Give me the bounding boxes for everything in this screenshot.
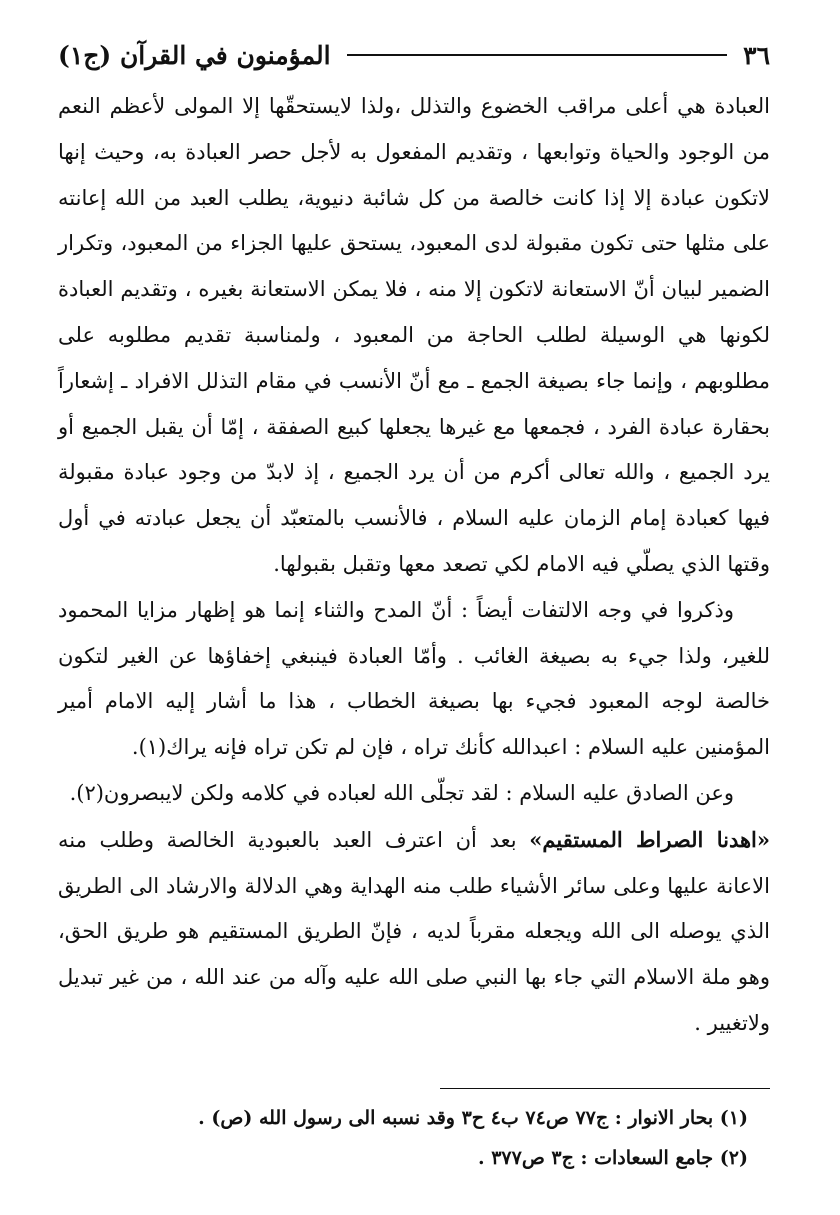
footnote-rule — [440, 1088, 770, 1089]
footnote-1: (١) بحار الانوار : ج٧٧ ص٧٤ ب٤ ح٣ وقد نسبه الى رسول الله (ص) . — [198, 1107, 748, 1129]
footnote-2: (٢) جامع السعادات : ج٣ ص٣٧٧ . — [477, 1147, 748, 1169]
page-number: ٣٦ — [743, 40, 770, 70]
paragraph-guidance — [58, 817, 770, 1047]
paragraph-worship: العبادة هي أعلى مراقب الخضوع والتذلل ،ولذا لايستحقّها إلا المولى لأعظم النعم من الوجود والحياة وتوابعها ، وتقديم المفعول به لأجل حصر العبادة به، وحيث إنها لاتكون عبادة إلا إذا كانت خالصة من كل شائبة دنيوية، يطلب العبد من الله إعانته على مثلها حتى تكون مقبولة لدى المعبود، يستحق عليها الجزاء من المعبود، وتكرار الضمير لبيان أنّ الاستعانة لاتكون إلا منه ، فلا يمكن الاستعانة بغيره ، وتقديم العبادة لكونها هي الوسيلة لطلب الحاجة من المعبود ، ولمناسبة تقديم مطلوبه على مطلوبهم ، وإنما جاء بصيغة الجمع ـ مع أنّ الأنسب في مقام التذلل الافراد ـ إشعاراً بحقارة عبادة الفرد ، فجمعها مع غيرها يجعلها كبيع الصفقة ، إمّا أن يقبل الجميع أو يرد الجميع ، والله تعالى أكرم من أن يرد الجميع ، إذ لابدّ من وجود عبادة مقبولة فيها كعبادة إمام الزمان عليه السلام ، فالأنسب بالمتعبّد أن يجعل عبادته في أول وقتها الذي يصلّي فيه الامام لكي تصعد معها وتقبل بقبولها. — [58, 94, 770, 576]
paragraph-iltifat: وذكروا في وجه الالتفات أيضاً : أنّ المدح والثناء إنما هو إظهار مزايا المحمود للغير، ولذا جيء به بصيغة الغائب . وأمّا العبادة فينبغي إخفاؤها عن الغير لتكون خالصة لوجه المعبود فجيء بها بصيغة الخطاب ، هذا ما أشار إليه الامام أمير المؤمنين عليه السلام : اعبدالله كأنك تراه ، فإن لم تكن تراه فإنه يراك(١). — [58, 597, 770, 760]
paragraph-guidance-text: بعد أن اعترف العبد بالعبودية الخالصة وطلب منه الاعانة عليها وعلى سائر الأشياء طلب منه الهداية وهي الدلالة والارشاد الى الطريق الذي يوصله الى الله ويجعله مقرباً لديه ، فإنّ الطريق المستقيم هو طريق الحق، وهو ملة الاسلام التي جاء بها النبي صلى الله عليه وآله من عند الله ، من غير تبديل ولاتغيير . — [58, 827, 770, 1035]
verse-quote: «اهدنا الصراط المستقيم» — [529, 826, 770, 852]
footnotes — [58, 1098, 770, 1178]
running-head — [58, 30, 770, 80]
book-title: المؤمنون في القرآن (ج١) — [58, 40, 331, 70]
paragraph-sadiq-quote: وعن الصادق عليه السلام : لقد تجلّى الله لعباده في كلامه ولكن لايبصرون(٢). — [69, 780, 734, 805]
body-text — [58, 84, 770, 1047]
header-rule — [347, 54, 728, 56]
